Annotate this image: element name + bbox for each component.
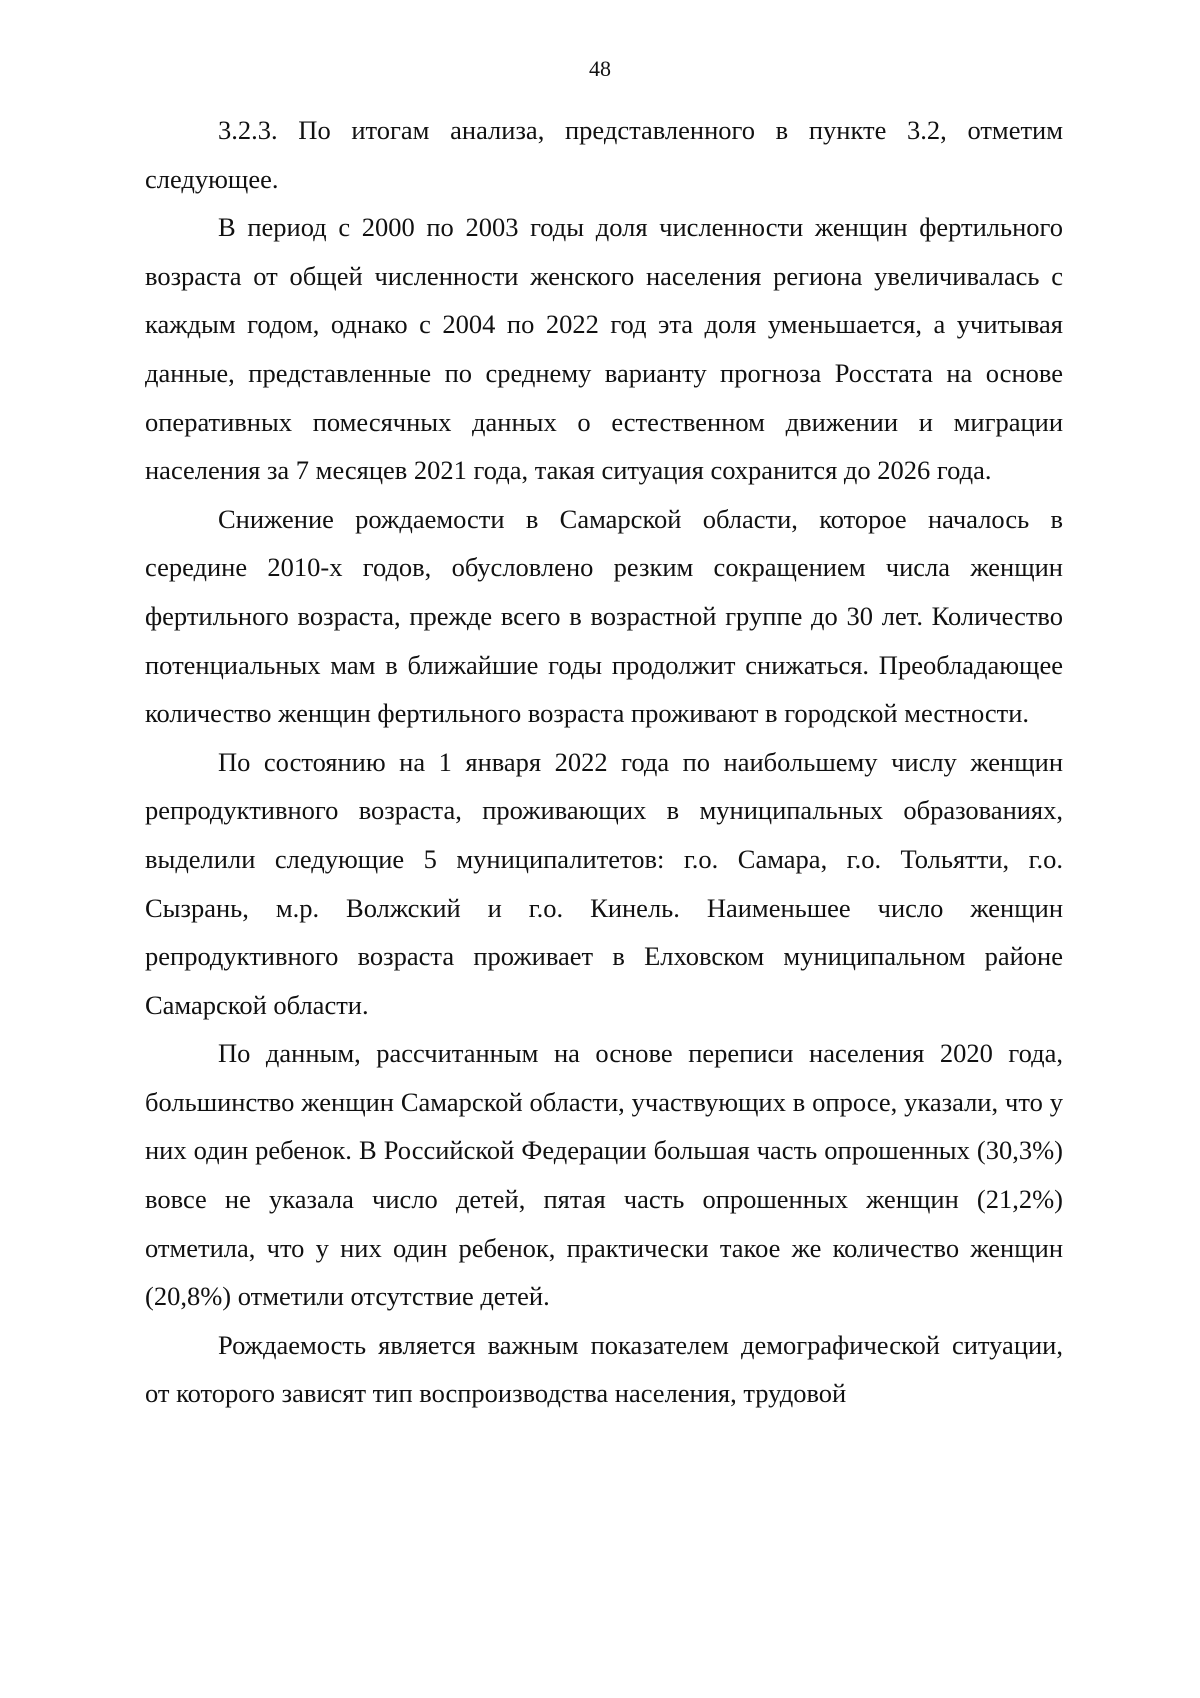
- paragraph-municipalities: По состоянию на 1 января 2022 года по наибольшему числу женщин репродуктивного возраста, проживающих в муниципальных образованиях, выделили следующие 5 муниципалитетов: г.о. Самара, г.о. Тольятти, г.о. Сызрань, м.р. Волжский и г.о. Кинель. Наименьшее число женщин репродуктивного возраста проживает в Елховском муниципальном районе Самарской области.: [145, 746, 1063, 1020]
- document-body: [145, 106, 1063, 1418]
- paragraph-birth-decline: Снижение рождаемости в Самарской области, которое началось в середине 2010-х годов, обусловлено резким сокращением числа женщин фертильного возраста, прежде всего в возрастной группе до 30 лет. Количество потенциальных мам в ближайшие годы продолжит снижаться. Преобладающее количество женщин фертильного возраста проживают в городской местности.: [145, 503, 1063, 729]
- paragraph-birth-rate: Рождаемость является важным показателем демографической ситуации, от которого зависят тип воспроизводства населения, трудовой: [145, 1329, 1063, 1409]
- page-number: 48: [589, 56, 611, 81]
- paragraph-census-2020: По данным, рассчитанным на основе переписи населения 2020 года, большинство женщин Самарской области, участвующих в опросе, указали, что у них один ребенок. В Российской Федерации большая часть опрошенных (30,3%) вовсе не указала число детей, пятая часть опрошенных женщин (21,2%) отметила, что у них один ребенок, практически такое же количество женщин (20,8%) отметили отсутствие детей.: [145, 1038, 1063, 1312]
- paragraph-fertile-share: В период с 2000 по 2003 годы доля численности женщин фертильного возраста от общей численности женского населения региона увеличивалась с каждым годом, однако с 2004 по 2022 год эта доля уменьшается, а учитывая данные, представленные по среднему варианту прогноза Росстата на основе оперативных помесячных данных о естественном движении и миграции населения за 7 месяцев 2021 года, такая ситуация сохранится до 2026 года.: [145, 212, 1063, 486]
- paragraph-summary-intro: 3.2.3. По итогам анализа, представленного в пункте 3.2, отметим следующее.: [145, 115, 1063, 194]
